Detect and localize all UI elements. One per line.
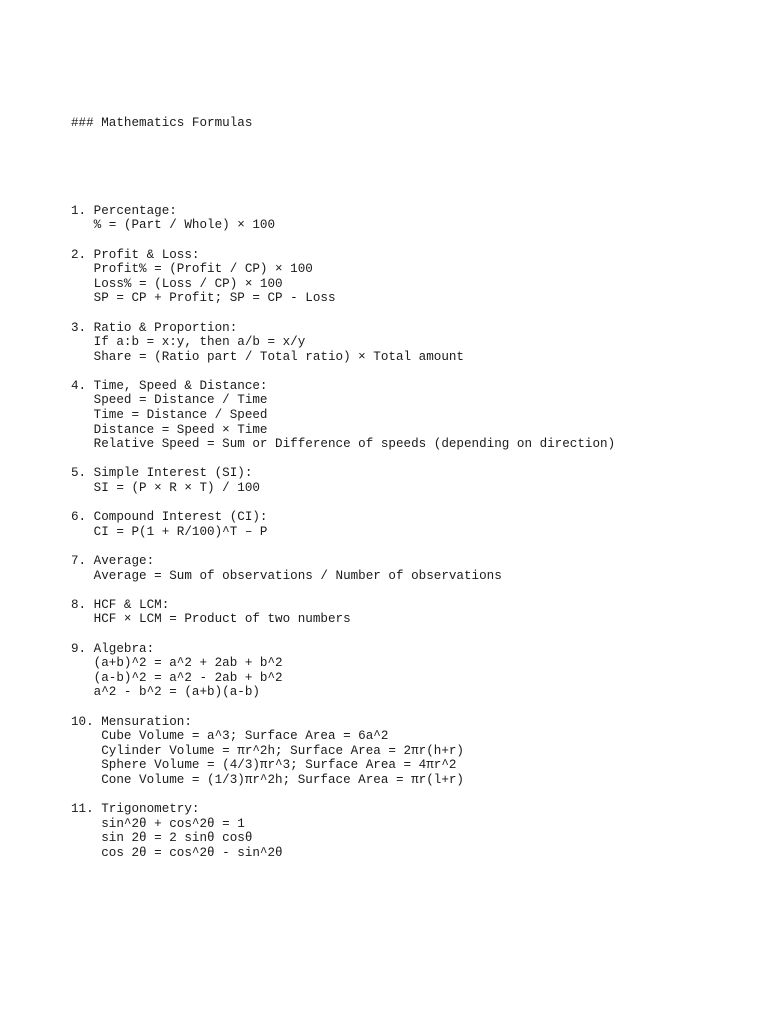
formula-line: sin^2θ + cos^2θ = 1	[71, 816, 245, 831]
spacer	[71, 233, 751, 248]
formula-line: Cone Volume = (1/3)πr^2h; Surface Area = πr(l+r)	[71, 772, 464, 787]
document-heading: ### Mathematics Formulas	[71, 116, 253, 131]
formula-line: Distance = Speed × Time	[71, 422, 268, 437]
spacer	[71, 583, 751, 598]
formula-line: Share = (Ratio part / Total ratio) × Total amount	[71, 349, 464, 364]
section-title: 10. Mensuration:	[71, 714, 192, 729]
spacer	[71, 539, 751, 554]
section-title: 9. Algebra:	[71, 641, 155, 656]
spacer	[71, 496, 751, 511]
formula-line: SI = (P × R × T) / 100	[71, 481, 260, 496]
formula-section	[71, 204, 751, 248]
spacer	[71, 627, 751, 642]
section-title: 6. Compound Interest (CI):	[71, 510, 268, 525]
formula-section	[71, 802, 751, 860]
spacer	[71, 364, 751, 379]
formula-line: HCF × LCM = Product of two numbers	[71, 612, 351, 627]
section-title: 4. Time, Speed & Distance:	[71, 378, 268, 393]
formula-line: % = (Part / Whole) × 100	[71, 218, 276, 233]
spacer	[71, 452, 751, 467]
spacer	[71, 700, 751, 715]
document-page	[71, 87, 751, 875]
section-title: 1. Percentage:	[71, 203, 177, 218]
formula-line: Cylinder Volume = πr^2h; Surface Area = 2πr(h+r)	[71, 743, 464, 758]
formula-section	[71, 466, 751, 510]
formula-sections	[71, 204, 751, 861]
section-title: 11. Trigonometry:	[71, 802, 200, 817]
formula-line: Cube Volume = a^3; Surface Area = 6a^2	[71, 729, 389, 744]
formula-line: Relative Speed = Sum or Difference of speeds (depending on direction)	[71, 437, 616, 452]
formula-line: Sphere Volume = (4/3)πr^3; Surface Area = 4πr^2	[71, 758, 457, 773]
formula-section	[71, 248, 751, 321]
formula-line: Average = Sum of observations / Number of observations	[71, 568, 502, 583]
formula-line: cos 2θ = cos^2θ - sin^2θ	[71, 845, 283, 860]
formula-line: Profit% = (Profit / CP) × 100	[71, 262, 313, 277]
formula-line: (a-b)^2 = a^2 - 2ab + b^2	[71, 670, 283, 685]
formula-line: (a+b)^2 = a^2 + 2ab + b^2	[71, 656, 283, 671]
formula-section	[71, 642, 751, 715]
formula-section	[71, 510, 751, 554]
formula-line: Speed = Distance / Time	[71, 393, 268, 408]
section-title: 8. HCF & LCM:	[71, 597, 170, 612]
formula-line: SP = CP + Profit; SP = CP - Loss	[71, 291, 336, 306]
spacer	[71, 788, 751, 803]
section-title: 7. Average:	[71, 554, 155, 568]
spacer	[71, 160, 751, 175]
formula-line: Loss% = (Loss / CP) × 100	[71, 276, 283, 291]
formula-section	[71, 379, 751, 467]
formula-line: sin 2θ = 2 sinθ cosθ	[71, 831, 253, 846]
formula-line: Time = Distance / Speed	[71, 408, 268, 423]
formula-section	[71, 598, 751, 642]
section-title: 5. Simple Interest (SI):	[71, 466, 253, 481]
section-title: 2. Profit & Loss:	[71, 247, 200, 262]
formula-section	[71, 321, 751, 379]
section-title: 3. Ratio & Proportion:	[71, 320, 238, 335]
formula-line: a^2 - b^2 = (a+b)(a-b)	[71, 685, 260, 700]
spacer	[71, 306, 751, 321]
formula-line: CI = P(1 + R/100)^T – P	[71, 524, 268, 539]
formula-line: If a:b = x:y, then a/b = x/y	[71, 335, 306, 350]
formula-section	[71, 715, 751, 803]
formula-section	[71, 554, 751, 598]
